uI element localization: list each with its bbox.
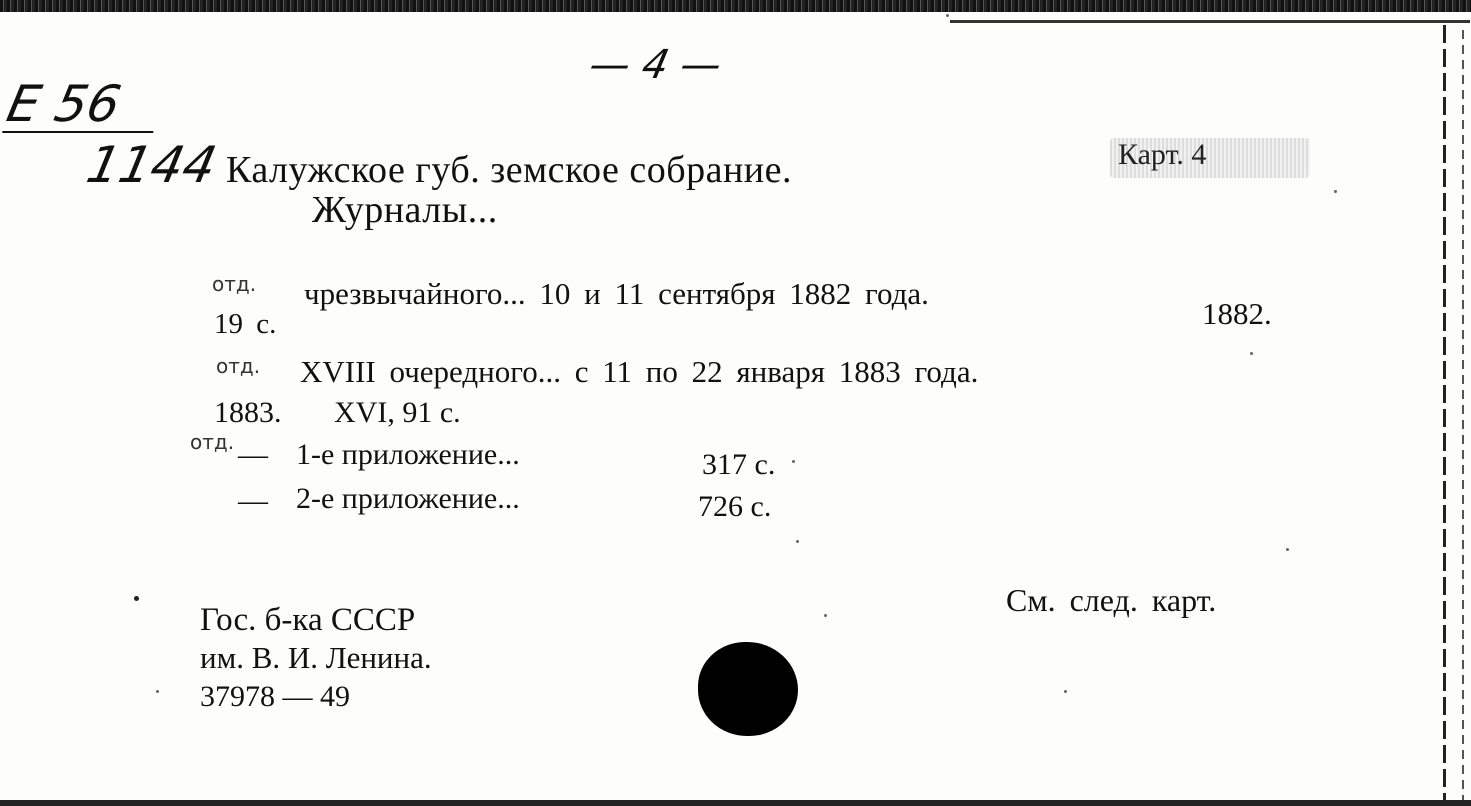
scan-speck — [134, 596, 139, 601]
sub-heading: Журналы... — [312, 189, 498, 231]
entry-2-mark: отд. — [216, 354, 261, 378]
appendix-2-prefix: — — [238, 484, 268, 517]
appendix-1-prefix: — — [238, 438, 268, 471]
scan-speck — [1334, 190, 1337, 193]
shelfmark-line2: 1144 — [81, 136, 222, 194]
entry-1-year: 1882. — [1202, 296, 1272, 331]
scan-speck — [156, 690, 159, 693]
card-tag-label: Карт. 4 — [1118, 138, 1207, 171]
imprint-line2: им. В. И. Ленина. — [200, 640, 432, 675]
entry-2-year-pages: 1883. XVI, 91 с. — [214, 396, 461, 429]
scan-speck — [946, 14, 949, 17]
appendix-1-pages: 317 с. — [702, 448, 776, 481]
entry-1-mark: отд. — [212, 272, 257, 296]
scan-right-edge — [1443, 25, 1446, 806]
shelfmark-line1: Е 56 — [2, 78, 165, 133]
imprint-line3: 37978 — 49 — [200, 680, 350, 713]
scan-top-line — [950, 20, 1470, 23]
scan-speck — [824, 614, 827, 617]
appendix-2-pages: 726 с. — [698, 490, 772, 523]
scan-speck — [796, 540, 799, 543]
scan-speck — [1286, 548, 1289, 551]
scan-right-edge-outer — [1462, 30, 1464, 806]
appendix-1-label: 1-е приложение... — [296, 438, 520, 471]
punch-hole — [698, 642, 798, 736]
entry-1-pages: 19 с. — [214, 308, 277, 340]
appendix-1-mark: отд. — [190, 430, 235, 454]
main-heading: Калужское губ. земское собрание. — [226, 149, 792, 191]
see-next-note: См. след. карт. — [1006, 582, 1217, 618]
entry-2-text: XVIII очередного... с 11 по 22 января 1883 года. — [300, 354, 979, 389]
scan-bottom-edge — [0, 800, 1471, 806]
scan-speck — [792, 460, 795, 463]
scan-top-edge — [0, 0, 1471, 12]
page-number: — 4 — — [585, 42, 726, 88]
scan-speck — [1064, 690, 1067, 693]
scan-speck — [1250, 352, 1253, 355]
entry-1-text: чрезвычайного... 10 и 11 сентября 1882 года. — [304, 276, 929, 311]
imprint-line1: Гос. б-ка СССР — [200, 602, 416, 638]
appendix-2-label: 2-е приложение... — [296, 482, 520, 515]
